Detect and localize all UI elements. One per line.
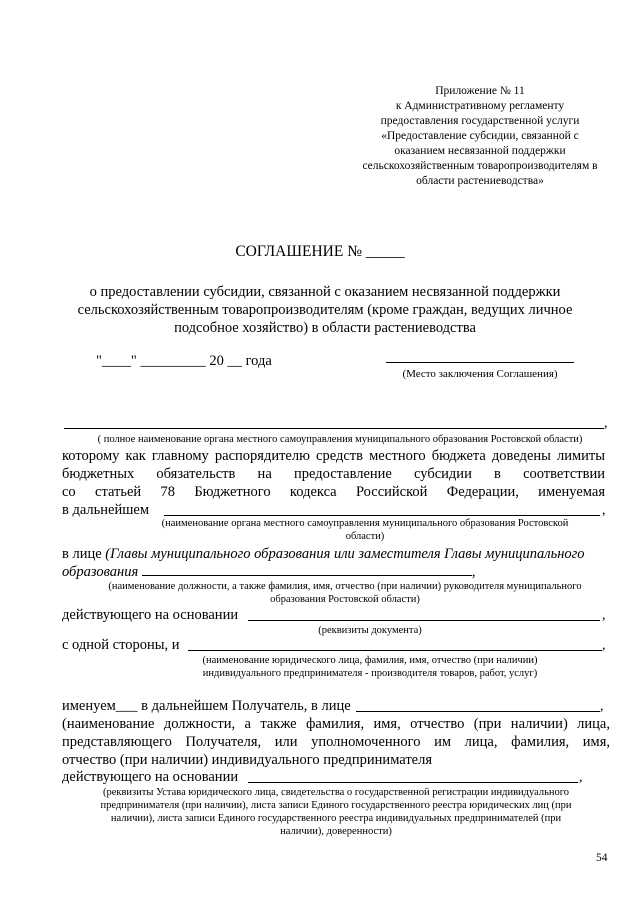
subtitle-line: подсобное хозяйство) в области растениеводства <box>174 320 476 336</box>
caption-line: (наименование юридического лица, фамилия, имя, отчество (при наличии) <box>202 655 538 666</box>
caption-line: предпринимателя (при наличии), листа записи Единого государственного реестра юридических лиц (при <box>100 800 572 811</box>
caption-line: (реквизиты Устава юридического лица, свидетельства о государственной регистрации индивидуального <box>102 787 570 798</box>
caption-line: (наименование органа местного самоуправления муниципального образования Ростовской <box>161 518 569 529</box>
in-person-label: в лице <box>62 546 102 562</box>
acting-basis-underline <box>248 608 600 621</box>
paragraph-line: которому как главному распорядителю средств местного бюджета доведены лимиты <box>62 448 605 464</box>
place-underline <box>386 361 574 363</box>
paragraph-line: образования , <box>62 564 476 580</box>
caption-line: образования Ростовской области) <box>270 594 420 605</box>
appendix-line: оказанием несвязанной поддержки <box>394 145 566 157</box>
recipient-label: именуем___ в дальнейшем Получатель, в лице <box>62 698 351 714</box>
paragraph-line: бюджетных обязательств на предоставление субсидии в соответствии <box>62 466 605 482</box>
appendix-line: сельскохозяйственным товаропроизводителям в <box>362 160 598 172</box>
paragraph-line: представляющего Получателя, или уполномоченного им лица, фамилия, имя, <box>62 734 610 750</box>
appendix-header <box>330 84 630 189</box>
paragraph-line: (наименование должности, а также фамилия, имя, отчество (при наличии) лица, <box>62 716 610 732</box>
acting-basis-label: действующего на основании <box>62 607 239 623</box>
authority-caption: ( полное наименование органа местного самоуправления муниципального образования Ростовской области) <box>97 434 583 445</box>
document-details-caption: (реквизиты документа) <box>318 625 422 636</box>
comma: , <box>602 503 606 518</box>
recipient-paragraph <box>62 715 610 769</box>
page-number: 54 <box>596 852 608 864</box>
place-caption: (Место заключения Соглашения) <box>402 368 558 380</box>
paragraph-line: отчество (при наличии) индивидуального предпринимателя <box>62 752 433 768</box>
appendix-line: предоставления государственной услуги <box>380 115 580 127</box>
one-side-label: с одной стороны, и <box>62 637 180 653</box>
representative-paragraph <box>62 545 610 581</box>
authority-name-caption <box>120 517 610 543</box>
italic-text: образования <box>62 564 139 580</box>
authority-underline <box>64 414 604 429</box>
date-line: "____" _________ 20 __ года <box>96 353 272 369</box>
subtitle-line: сельскохозяйственным товаропроизводителям (кроме граждан, ведущих личное <box>77 302 573 318</box>
authority-paragraph <box>62 447 605 501</box>
caption-line: области) <box>345 531 385 542</box>
caption-line: наличии), листа записи Единого государственного реестра индивидуальных предпринимателей (при <box>110 813 562 824</box>
referred-as-label: в дальнейшем <box>62 502 149 518</box>
caption-line: наличии), доверенности) <box>280 826 392 837</box>
referred-as-underline <box>164 503 600 516</box>
representative-underline <box>142 563 472 576</box>
subtitle-line: о предоставлении субсидии, связанной с оказанием несвязанной поддержки <box>89 284 561 300</box>
recipient-acting-basis-label: действующего на основании <box>62 769 239 785</box>
appendix-line: Приложение № 11 <box>435 85 525 97</box>
comma: , <box>604 416 608 431</box>
italic-text: (Главы муниципального образования или заместителя Главы муниципального <box>105 546 585 562</box>
paragraph-line <box>62 545 610 563</box>
comma: , <box>602 638 606 653</box>
comma: , <box>600 699 604 714</box>
paragraph-line: со статьей 78 Бюджетного кодекса Российской Федерации, именуемая <box>62 484 605 500</box>
recipient-details-caption <box>56 786 616 838</box>
representative-caption <box>60 580 630 606</box>
appendix-line: области растениеводства» <box>416 175 544 187</box>
recipient-acting-basis-underline <box>248 770 578 783</box>
appendix-line: к Административному регламенту <box>395 100 565 112</box>
caption-line: (наименование должности, а также фамилия, имя, отчество (при наличии) руководителя муниципального <box>108 581 582 592</box>
caption-line: индивидуального предпринимателя - производителя товаров, работ, услуг) <box>202 668 538 679</box>
document-subtitle <box>60 283 590 337</box>
appendix-line: «Предоставление субсидии, связанной с <box>381 130 579 142</box>
recipient-name-underline <box>188 638 602 651</box>
comma: , <box>602 608 606 623</box>
recipient-person-underline <box>356 699 600 712</box>
recipient-caption <box>120 654 620 680</box>
document-title: СОГЛАШЕНИЕ № _____ <box>235 243 405 260</box>
comma: , <box>579 770 583 785</box>
